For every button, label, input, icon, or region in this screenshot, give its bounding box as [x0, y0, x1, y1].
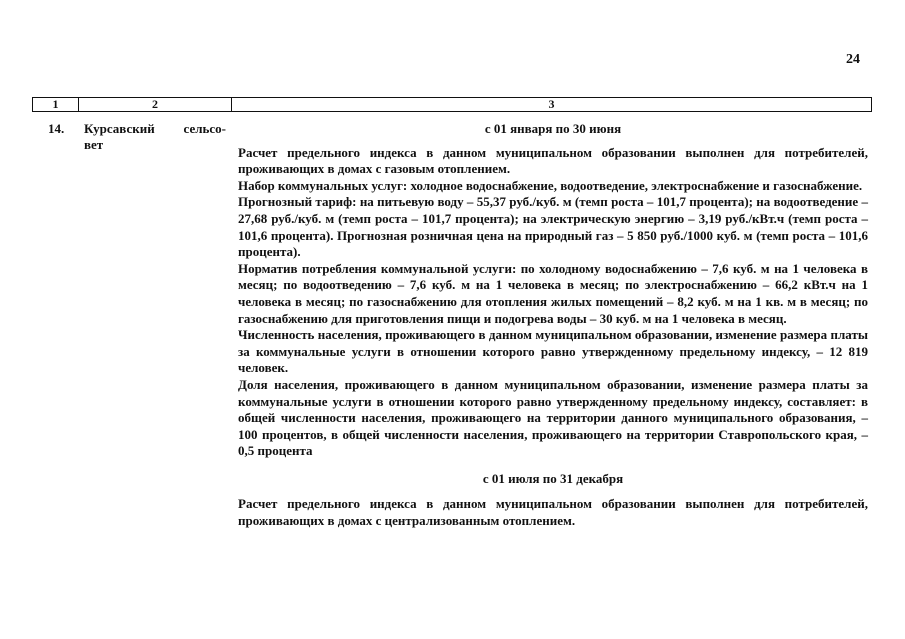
header-col-1: 1: [33, 98, 79, 111]
municipality-name-line-2: вет: [84, 137, 104, 152]
paragraph: Норматив потребления коммунальной услуги: по холодному водоснабжению – 7,6 куб. м на 1 человека в месяц; по водоотведению – 7,6 куб. м на 1 человека в месяц; по электроснабжению – 66,2 кВт.ч на 1 человека в месяц; по газоснабжению для отопления жилых помещений – 8,2 куб. м на 1 кв. м в месяц; по газоснабжению для приготовления пищи и подогрева воды – 30 куб. м на 1 человека в месяц.: [238, 260, 868, 326]
paragraph: Расчет предельного индекса в данном муниципальном образовании выполнен для потребителей, проживающих в домах с централизованным отоплением.: [238, 496, 868, 529]
paragraph: Численность населения, проживающего в данном муниципальном образовании, изменение размера платы за коммунальные услуги в отношении которого равно утвержденному предельному индексу, – 12 819 человек.: [238, 327, 868, 376]
row-content: [238, 121, 868, 530]
page-number: 24: [846, 52, 860, 67]
header-col-2: 2: [79, 98, 232, 111]
paragraph: Набор коммунальных услуг: холодное водоснабжение, водоотведение, электроснабжение и газоснабжение.: [238, 177, 863, 193]
paragraph: Расчет предельного индекса в данном муниципальном образовании выполнен для потребителей, проживающих в домах с газовым отоплением.: [238, 144, 868, 177]
header-col-3: 3: [548, 97, 555, 111]
paragraph: Прогнозный тариф: на питьевую воду – 55,37 руб./куб. м (темп роста – 101,7 процента); на водоотведение – 27,68 руб./куб. м (темп роста – 101,7 процента); на электрическую энергию – 3,19 руб./кВт.ч (темп роста – 101,6 процента). Прогнозная розничная цена на природный газ – 5 850 руб./1000 куб. м (темп роста – 101,6 процента).: [238, 194, 868, 260]
period-heading-1: с 01 января по 30 июня: [484, 121, 622, 136]
row-number: 14.: [48, 121, 65, 136]
municipality-name-line-1: Курсавский сельсо-: [84, 121, 226, 136]
table-header-row: [32, 97, 872, 112]
municipality-name: [84, 121, 226, 153]
paragraph: Доля населения, проживающего в данном муниципальном образовании, изменение размера платы за коммунальные услуги в отношении которого равно утвержденному предельному индексу, составляет: в общей численности населения, проживающего на территории данного муниципального образования, – 100 процентов, в общей численности населения, проживающего на территории Ставропольского края, – 0,5 процента: [238, 376, 868, 459]
period-heading-2: с 01 июля по 31 декабря: [482, 470, 624, 486]
